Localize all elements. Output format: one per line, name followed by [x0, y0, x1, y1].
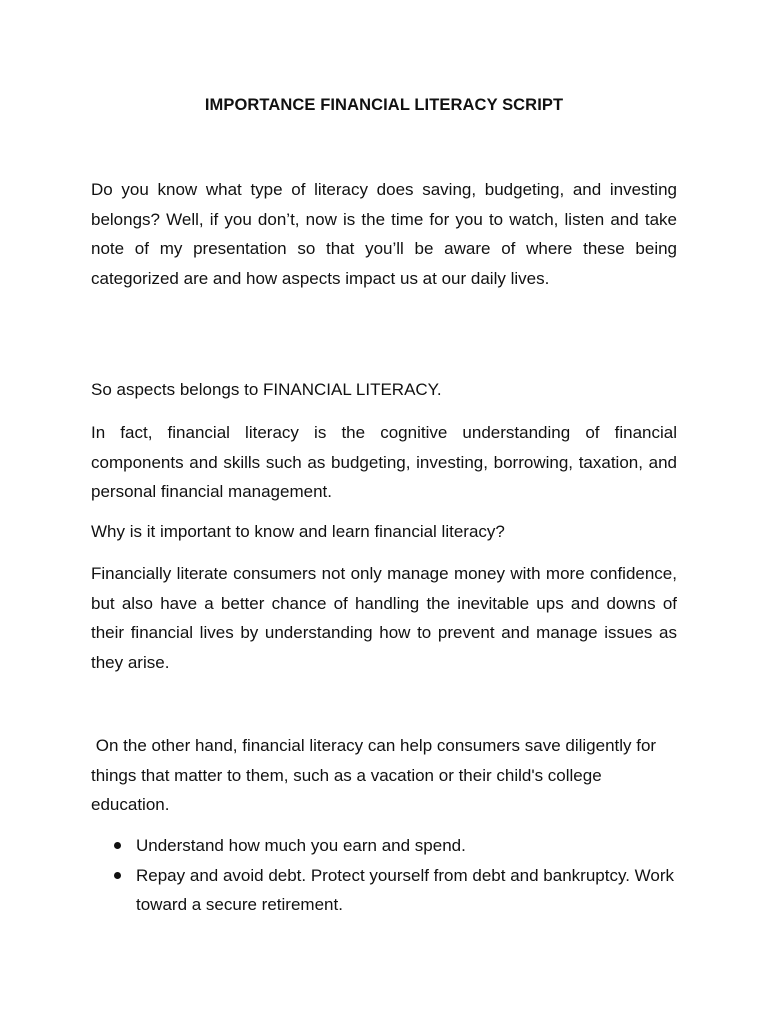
list-item: [91, 831, 691, 861]
bullet-icon: [114, 872, 121, 879]
paragraph-benefits: Financially literate consumers not only manage money with more confidence, but also have a better chance of handling the inevitable ups and downs of their financial lives by understanding how to prevent and manage issues as they arise.: [91, 564, 677, 672]
bullet-icon: [114, 842, 121, 849]
bullet-list: [91, 831, 691, 920]
paragraph-savings: On the other hand, financial literacy can help consumers save diligently for things that matter to them, such as a vacation or their child's college education.: [91, 736, 661, 814]
list-item-text: Repay and avoid debt. Protect yourself from debt and bankruptcy. Work toward a secure retirement.: [136, 865, 674, 914]
paragraph-statement: So aspects belongs to FINANCIAL LITERACY.: [91, 380, 442, 399]
paragraph-definition: In fact, financial literacy is the cognitive understanding of financial components and skills such as budgeting, investing, borrowing, taxation, and personal financial management.: [91, 423, 677, 501]
paragraph-question: Why is it important to know and learn financial literacy?: [91, 522, 505, 541]
paragraph-intro: Do you know what type of literacy does saving, budgeting, and investing belongs? Well, if you don’t, now is the time for you to watch, listen and take note of my presentation so that you’ll be aware of where these being categorized are and how aspects impact us at our daily lives.: [91, 180, 677, 288]
list-item: [91, 861, 691, 920]
list-item-text: Understand how much you earn and spend.: [136, 836, 466, 855]
document-title: IMPORTANCE FINANCIAL LITERACY SCRIPT: [204, 96, 564, 114]
